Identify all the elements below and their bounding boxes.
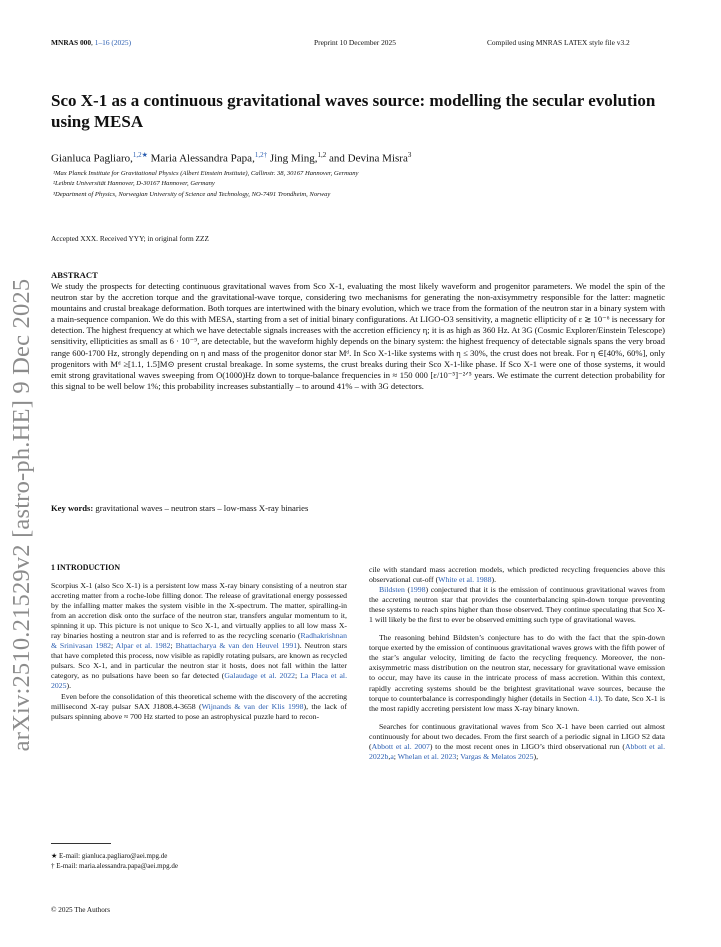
keywords [51, 503, 308, 513]
keywords-label: Key words: [51, 503, 94, 513]
intro-paragraph-1: Scorpius X-1 (also Sco X-1) is a persistent low mass X-ray binary consisting of a neutron star accreting matter from a roche-lobe filling donor. The release of gravitational energy possessed by the infalling matter makes the system visible in the X-spectrum. The matter, spiralling-in from an accretion disk onto the surface of the neutron star, transfers angular momentum to it, spinning it up. This picture is not unique to Sco X-1, and virtually applies to all low mass X-ray binaries hosting a neutron star and is referred to as the recycling scenario (Radhakrishnan & Srinivasan 1982; Alpar et al. 1982; Bhattacharya & van den Heuvel 1991). Neutron stars that have completed this process, now visible as rapidly rotating pulsars, are known as recycled pulsars. Sco X-1, and in particular the neutron star it hosts, does not fall within the latter category, as no pulsations have been so far detected (Galaudage et al. 2022; La Placa et al. 2025). [51, 581, 348, 691]
arxiv-stamp: arXiv:2510.21529v2 [astro-ph.HE] 9 Dec 2025 [8, 278, 35, 752]
citation-link[interactable]: Bildsten [379, 585, 405, 595]
compiled-note: Compiled using MNRAS LATEX style file v3.2 [487, 38, 630, 47]
author-3-affil: 1,2 [317, 151, 327, 159]
affiliation-2: ²Leibniz Universität Hannover, D-30167 Hannover, Germany [53, 180, 215, 187]
section-link[interactable]: 4.1 [588, 693, 599, 703]
author-list [51, 151, 411, 165]
citation-link[interactable]: Alpar et al. 1982 [115, 641, 171, 651]
citation-link[interactable]: a [390, 751, 394, 761]
abstract-heading: ABSTRACT [51, 270, 98, 280]
citation-link[interactable]: Radhakrishnan & Srinivasan 1982 [51, 631, 347, 651]
citation-link[interactable]: Bhattacharya & van den Heuvel 1991 [175, 641, 298, 651]
author-1-affil-link[interactable]: 1,2★ [132, 151, 148, 159]
intro-paragraph-5: The reasoning behind Bildsten’s conjecture has to do with the fact that the spin-down torque exerted by the emission of continuous gravitational waves grows with the fifth power of the star’s angular velocity, limiting de facto the recycling frequency. Moreover, the non-axisymmetric mass distribution on the neutron star, necessary for gravitational wave emission to occur, may have its cause in the intricate process of mass accretion. Within this context, rapidly accreting systems should be the brightest gravitational wave sources, because the torque to counterbalance is correspondingly higher (details in Section 4.1). To date, Sco X-1 is the most rapidly accreting persistent low mass X-ray binary known. [369, 633, 665, 713]
accepted-line: Accepted XXX. Received YYY; in original form ZZZ [51, 234, 209, 243]
paper-title: Sco X-1 as a continuous gravitational waves source: modelling the secular evolution using MESA [51, 91, 656, 131]
section-heading: 1 INTRODUCTION [51, 563, 121, 572]
journal-name: MNRAS 000 [51, 38, 92, 47]
footnote-2: † E-mail: maria.alessandra.papa@aei.mpg.de [51, 862, 178, 870]
citation-link[interactable]: Wijnands & van der Klis 1998 [201, 701, 304, 711]
footnote-rule [51, 843, 111, 844]
citation-link[interactable]: Vargas & Melatos 2025 [460, 751, 534, 761]
right-column [369, 565, 665, 762]
citation-link[interactable]: White et al. 1988 [438, 575, 492, 585]
author-2-affil-link[interactable]: 1,2† [254, 151, 268, 159]
footnote-1: ★ E-mail: gianluca.pagliaro@aei.mpg.de [51, 852, 168, 860]
citation-link[interactable]: Abbott et al. 2007 [371, 741, 430, 751]
citation-link[interactable]: Whelan et al. 2023 [397, 751, 457, 761]
intro-paragraph-4: Bildsten (1998) conjectured that it is the emission of continuous gravitational waves from the accreting neutron star that provides the counterbalancing spin-down torque preventing these systems to reach spins higher than those observed. They continue speculating that Sco X-1 will likely be the first to ever be observed emitting such type of gravitational waves. [369, 585, 665, 625]
author-2: Maria Alessandra Papa, [147, 152, 255, 165]
running-header-journal: MNRAS 000, 1–16 (2025) [51, 38, 132, 47]
intro-paragraph-3: cile with standard mass accretion models, which predicted recycling frequencies above this observational cut-off (White et al. 1988). [369, 565, 665, 585]
keywords-list: gravitational waves – neutron stars – low-mass X-ray binaries [95, 503, 309, 513]
preprint-date: Preprint 10 December 2025 [314, 38, 396, 47]
intro-paragraph-6: Searches for continuous gravitational waves from Sco X-1 have been carried out almost continuously for about two decades. From the first search of a periodic signal in LIGO S2 data (Abbott et al. 2007) to the most recent ones in LIGO’s third observational run (Abbott et al. 2022b,a; Whelan et al. 2023; Vargas & Melatos 2025), [369, 721, 666, 761]
author-4-affil: 3 [407, 151, 412, 159]
author-4: and Devina Misra [326, 152, 408, 165]
author-3: Jing Ming, [267, 152, 318, 165]
intro-paragraph-2: Even before the consolidation of this theoretical scheme with the discovery of the accreting millisecond X-ray pulsar SAX J1808.4-3658 (Wijnands & van der Klis 1998), the lack of pulsars spinning above ≈ 700 Hz started to pose an astrophysical puzzle hard to recon- [51, 691, 347, 721]
affiliation-1: ¹Max Planck Institute for Gravitational Physics (Albert Einstein Institute), Callinstr. 38, 30167 Hannover, Germany [53, 170, 359, 177]
copyright: © 2025 The Authors [51, 906, 111, 914]
left-column [51, 581, 347, 722]
citation-link[interactable]: Galaudage et al. 2022 [224, 671, 295, 681]
page-range-link[interactable]: 1–16 (2025) [94, 38, 132, 47]
citation-link[interactable]: La Placa et al. 2025 [51, 671, 348, 691]
affiliation-3: ³Department of Physics, Norwegian University of Science and Technology, NO-7491 Trondheim, Norway [53, 191, 331, 198]
citation-link[interactable]: Abbott et al. 2022b [369, 741, 666, 761]
abstract-text: We study the prospects for detecting continuous gravitational waves from Sco X-1, evaluating the most likely waveform and progenitor parameters. We model the spin of the neutron star by the accretion torque and the gravitational-wave torque, considering two mechanisms for generating the non-axisymmetry responsible for the latter: magnetic mountains and crustal breakage deformation. Both torques are intertwined with the binary evolution, which we trace from the formation of the neutron star in a binary system with a main-sequence companion. We do this with MESA, starting from a set of initial binary configurations. At LIGO-O3 sensitivity, a magnetic ellipticity of ε ≳ 10⁻⁶ is necessary for detection. The highest frequency at which we have detectable signals increases with the accretion efficiency η; it is as high as 360 Hz. At 3G (Cosmic Explorer/Einstein Telescope) sensitivity, ellipticities as small as 6 · 10⁻⁹, are detectable, but the waveform highly depends on the binary system: the highest frequency of detectable signals spans the very broad range 600-1700 Hz, strongly depending on η and mass of the progenitor donor star Mᵈ. In Sco X-1-like systems with η ≤ 30%, the crust does not break. For η ∈[40%, 60%], only progenitors with Mᵈ ≥[1.1, 1.5]M⊙ present crustal breakage. In some systems, the crust breaks during their Sco X-1-like phase. If Sco X-1 were one of those systems, it would emit strong gravitational waves sweeping from O(1000)Hz down to torque-balance frequencies in ≈ 150 000 [ε/10⁻⁵]⁻²ᐟ⁵ years. We estimate the current detection probability for this signal to be well below 1%; this probability increases substantially – to around 41% – with 3G detectors. [51, 281, 665, 391]
author-1: Gianluca Pagliaro, [51, 152, 133, 165]
citation-link[interactable]: 1998 [410, 585, 426, 595]
